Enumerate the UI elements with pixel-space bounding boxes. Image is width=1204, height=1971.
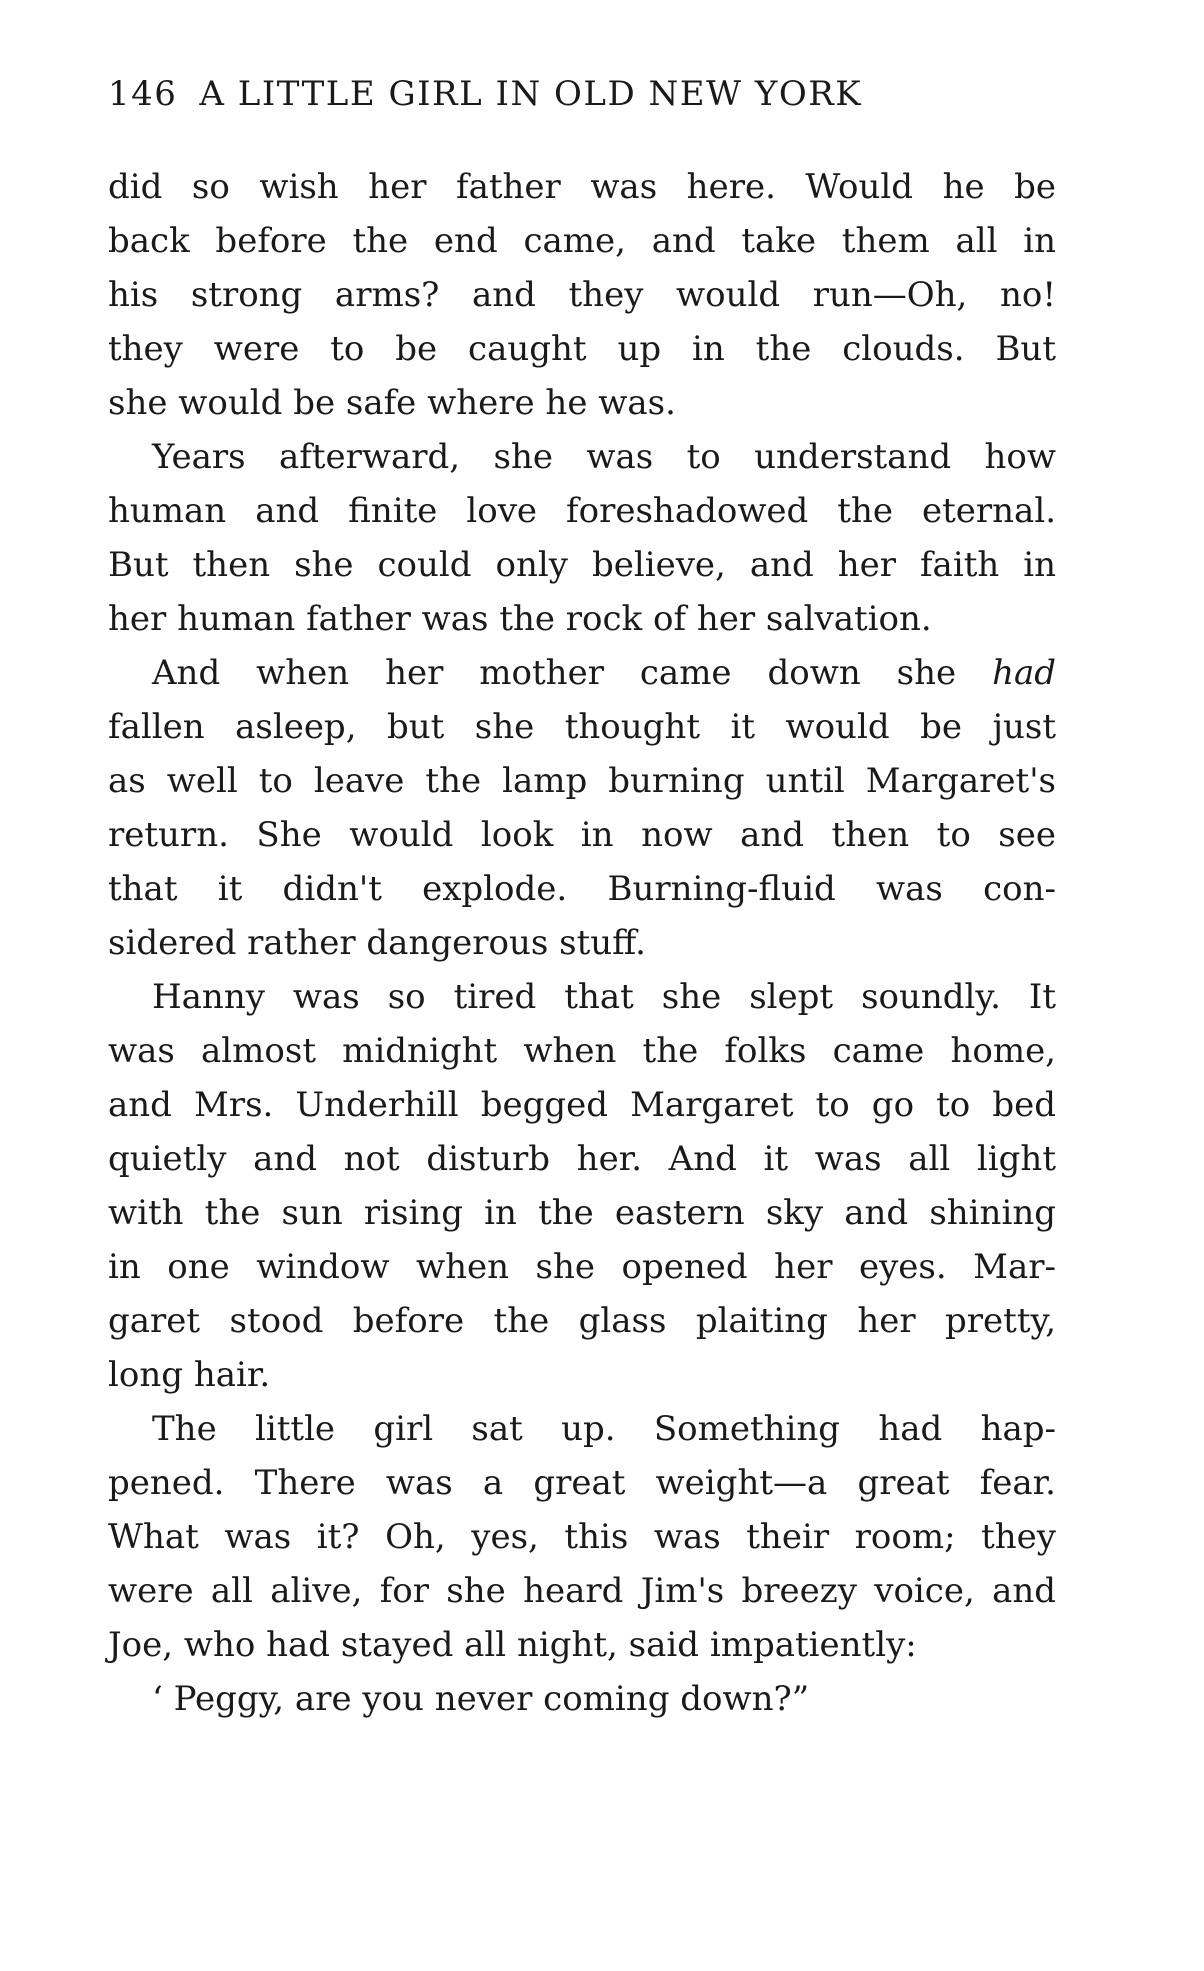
emphasis-word: had — [992, 653, 1056, 693]
text-line: fallen asleep, but she thought it would be just — [108, 707, 1056, 747]
text-line: Hanny was so tired that she slept soundly. It — [152, 977, 1056, 1017]
text-line: did so wish her father was here. Would he be — [108, 167, 1056, 207]
text-line: The little girl sat up. Something had hap- — [152, 1409, 1056, 1449]
text-line: Joe, who had stayed all night, said impatiently: — [108, 1625, 917, 1665]
text-line: garet stood before the glass plaiting her pretty, — [108, 1301, 1056, 1341]
text-line: human and finite love foreshadowed the eternal. — [108, 491, 1056, 531]
text-line: and Mrs. Underhill begged Margaret to go to bed — [108, 1085, 1056, 1125]
text-line: ‘ Peggy, are you never coming down?” — [152, 1679, 810, 1719]
text-line: return. She would look in now and then to see — [108, 815, 1056, 855]
text-line: But then she could only believe, and her faith in — [108, 545, 1056, 585]
text-line: And when her mother came down she had — [152, 653, 1056, 693]
page-number: 146 — [108, 74, 178, 114]
text-line: sidered rather dangerous stuff. — [108, 923, 646, 963]
text-line: her human father was the rock of her salvation. — [108, 599, 932, 639]
text-line: back before the end came, and take them all in — [108, 221, 1056, 261]
text-line: quietly and not disturb her. And it was all light — [108, 1139, 1056, 1179]
text-line: Years afterward, she was to understand how — [152, 437, 1056, 477]
text-line: was almost midnight when the folks came home, — [108, 1031, 1056, 1071]
text-line: were all alive, for she heard Jim's breezy voice, and — [108, 1571, 1056, 1611]
text-line: that it didn't explode. Burning-fluid was con- — [108, 869, 1056, 909]
running-head — [108, 74, 1068, 120]
running-title: A LITTLE GIRL IN OLD NEW YORK — [199, 74, 863, 114]
text-line: she would be safe where he was. — [108, 383, 676, 423]
text-line: as well to leave the lamp burning until Margaret's — [108, 761, 1056, 801]
text-line: long hair. — [108, 1355, 271, 1395]
body-text — [108, 160, 1056, 1726]
text-line: with the sun rising in the eastern sky and shining — [108, 1193, 1056, 1233]
text-line: they were to be caught up in the clouds. But — [108, 329, 1056, 369]
text-line: his strong arms? and they would run—Oh, no! — [108, 275, 1056, 315]
text-line: pened. There was a great weight—a great fear. — [108, 1463, 1056, 1503]
text-line: in one window when she opened her eyes. Mar- — [108, 1247, 1056, 1287]
text-line: What was it? Oh, yes, this was their room; they — [108, 1517, 1056, 1557]
